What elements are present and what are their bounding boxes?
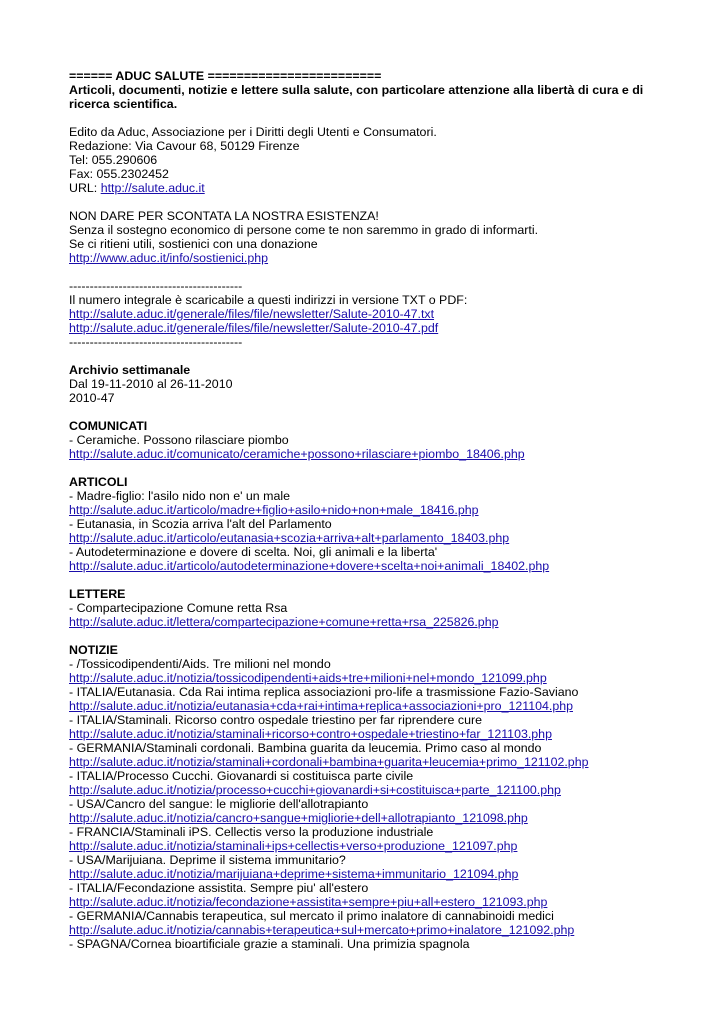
donate-link[interactable]: http://www.aduc.it/info/sostienici.php <box>69 251 269 265</box>
section-heading-articoli: ARTICOLI <box>69 475 128 489</box>
section-heading-lettere: LETTERE <box>69 587 126 601</box>
item-title: - USA/Marijuiana. Deprime il sistema immunitario? <box>69 853 346 867</box>
pdf-download-link[interactable]: http://salute.aduc.it/generale/files/file/newsletter/Salute-2010-47.pdf <box>69 321 439 335</box>
newsletter-body <box>69 69 669 951</box>
fax-line: Fax: 055.2302452 <box>69 167 169 181</box>
item-title: - Autodeterminazione e dovere di scelta. Noi, gli animali e la liberta' <box>69 545 438 559</box>
item-title: - /Tossicodipendenti/Aids. Tre milioni nel mondo <box>69 657 331 671</box>
item-link[interactable]: http://salute.aduc.it/comunicato/ceramiche+possono+rilasciare+piombo_18406.php <box>69 447 525 461</box>
tel-line: Tel: 055.290606 <box>69 153 158 167</box>
item-title: - ITALIA/Processo Cucchi. Giovanardi si costituisca parte civile <box>69 769 414 783</box>
item-title: - ITALIA/Fecondazione assistita. Sempre piu' all'estero <box>69 881 369 895</box>
item-link[interactable]: http://salute.aduc.it/notizia/eutanasia+cda+rai+intima+replica+associazioni+pro_121104.php <box>69 699 573 713</box>
item-link[interactable]: http://salute.aduc.it/notizia/tossicodipendenti+aids+tre+milioni+nel+mondo_121099.php <box>69 671 547 685</box>
url-label: URL: <box>69 181 101 195</box>
txt-download-link[interactable]: http://salute.aduc.it/generale/files/file/newsletter/Salute-2010-47.txt <box>69 307 435 321</box>
item-link[interactable]: http://salute.aduc.it/articolo/autodeterminazione+dovere+scelta+noi+animali_18402.php <box>69 559 550 573</box>
section-heading-notizie: NOTIZIE <box>69 643 118 657</box>
newsletter-subtitle: Articoli, documenti, notizie e lettere sulla salute, con particolare attenzione alla libertà di cura e di <box>69 83 644 97</box>
item-link[interactable]: http://salute.aduc.it/lettera/compartecipazione+comune+retta+rsa_225826.php <box>69 615 499 629</box>
item-link[interactable]: http://salute.aduc.it/notizia/staminali+ricorso+contro+ospedale+triestino+far_121103.php <box>69 727 552 741</box>
archive-heading: Archivio settimanale <box>69 363 191 377</box>
item-title: - FRANCIA/Staminali iPS. Cellectis verso la produzione industriale <box>69 825 434 839</box>
address-line: Redazione: Via Cavour 68, 50129 Firenze <box>69 139 300 153</box>
item-title: - GERMANIA/Staminali cordonali. Bambina guarita da leucemia. Primo caso al mondo <box>69 741 542 755</box>
item-title: - Madre-figlio: l'asilo nido non e' un male <box>69 489 290 503</box>
site-link[interactable]: http://salute.aduc.it <box>100 181 205 195</box>
separator: ------------------------------------------ <box>69 335 243 349</box>
support-text: Senza il sostegno economico di persone come te non saremmo in grado di informarti. <box>69 223 539 237</box>
item-link[interactable]: http://salute.aduc.it/notizia/cannabis+terapeutica+sul+mercato+primo+inalatore_121092.php <box>69 923 575 937</box>
item-link[interactable]: http://salute.aduc.it/notizia/staminali+ips+cellectis+verso+produzione_121097.php <box>69 839 518 853</box>
item-link[interactable]: http://salute.aduc.it/notizia/cancro+sangue+migliorie+dell+allotrapianto_121098.php <box>69 811 528 825</box>
item-title: - ITALIA/Eutanasia. Cda Rai intima replica associazioni pro-life a trasmissione Fazio-Saviano <box>69 685 579 699</box>
item-title: - GERMANIA/Cannabis terapeutica, sul mercato il primo inalatore di cannabinoidi medici <box>69 909 554 923</box>
item-title: - ITALIA/Staminali. Ricorso contro ospedale triestino per far riprendere cure <box>69 713 482 727</box>
newsletter-title: ====== ADUC SALUTE ======================== <box>69 69 382 83</box>
section-heading-comunicati: COMUNICATI <box>69 419 148 433</box>
item-link[interactable]: http://salute.aduc.it/articolo/eutanasia+scozia+arriva+alt+parlamento_18403.php <box>69 531 510 545</box>
archive-issue: 2010-47 <box>69 391 115 405</box>
item-title: - SPAGNA/Cornea bioartificiale grazie a staminali. Una primizia spagnola <box>69 937 470 951</box>
url-line <box>69 181 669 195</box>
item-title: - Ceramiche. Possono rilasciare piombo <box>69 433 289 447</box>
item-link[interactable]: http://salute.aduc.it/notizia/marijuiana+deprime+sistema+immunitario_121094.php <box>69 867 519 881</box>
item-link[interactable]: http://salute.aduc.it/notizia/staminali+cordonali+bambina+guarita+leucemia+primo_121102.php <box>69 755 589 769</box>
archive-range: Dal 19-11-2010 al 26-11-2010 <box>69 377 233 391</box>
download-intro: Il numero integrale è scaricabile a questi indirizzi in versione TXT o PDF: <box>69 293 468 307</box>
separator: ------------------------------------------ <box>69 279 243 293</box>
newsletter-subtitle-cont: ricerca scientifica. <box>69 97 178 111</box>
news-sections <box>69 405 669 951</box>
support-text-2: Se ci ritieni utili, sostienici con una donazione <box>69 237 318 251</box>
item-link[interactable]: http://salute.aduc.it/notizia/fecondazione+assistita+sempre+piu+all+estero_121093.php <box>69 895 548 909</box>
item-link[interactable]: http://salute.aduc.it/notizia/processo+cucchi+giovanardi+si+costituisca+parte_121100.php <box>69 783 561 797</box>
item-title: - Compartecipazione Comune retta Rsa <box>69 601 288 615</box>
item-title: - Eutanasia, in Scozia arriva l'alt del Parlamento <box>69 517 332 531</box>
publisher-line: Edito da Aduc, Associazione per i Diritti degli Utenti e Consumatori. <box>69 125 437 139</box>
support-headline: NON DARE PER SCONTATA LA NOSTRA ESISTENZA! <box>69 209 379 223</box>
item-link[interactable]: http://salute.aduc.it/articolo/madre+figlio+asilo+nido+non+male_18416.php <box>69 503 479 517</box>
item-title: - USA/Cancro del sangue: le migliorie dell'allotrapianto <box>69 797 369 811</box>
